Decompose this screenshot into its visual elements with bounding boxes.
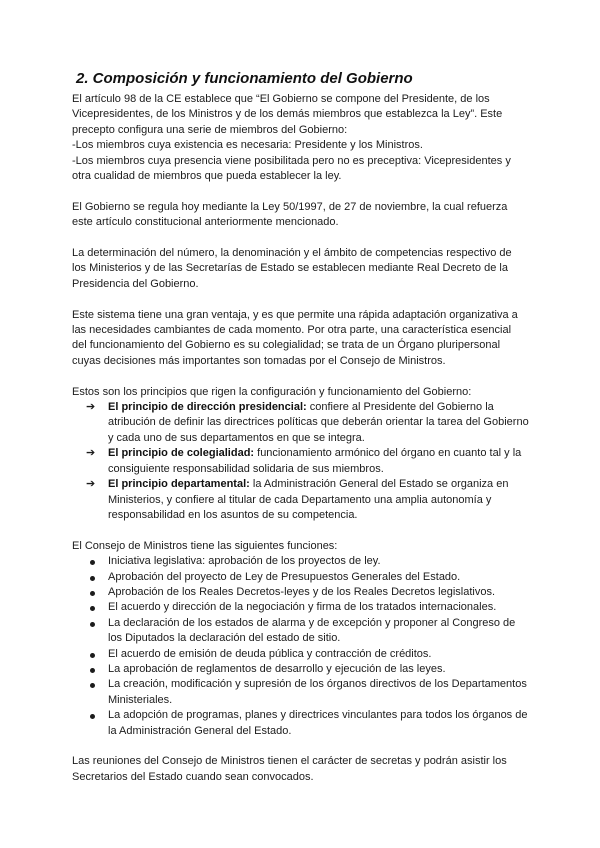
paragraph-real-decreto: [72, 246, 530, 292]
paragraph-reuniones: [72, 754, 530, 785]
principle-title: El principio de dirección presidencial:: [108, 401, 307, 414]
principle-text: funcionamiento armónico del órgano en cuanto tal y la consiguiente responsabilidad solidaria de sus miembros.: [108, 447, 522, 475]
text-line: Este sistema tiene una gran ventaja, y es que permite una rápida adaptación organizativa a: [72, 308, 518, 321]
function-item: El acuerdo de emisión de deuda pública y contracción de créditos.: [86, 647, 530, 662]
functions-list: [72, 554, 530, 739]
bullet-icon: [90, 668, 95, 673]
bullet-icon: [90, 714, 95, 719]
text-line: -Los miembros cuya presencia viene posibilitada pero no es preceptiva: Vicepresidentes y: [72, 154, 511, 167]
text-line: Las reuniones del Consejo de Ministros tienen el carácter de secretas y podrán asistir los: [72, 755, 507, 768]
function-item: La declaración de los estados de alarma y de excepción y proponer al Congreso de los Diputados la declaración del estado de sitio.: [86, 616, 530, 647]
functions-intro: El Consejo de Ministros tiene las siguientes funciones:: [72, 539, 338, 552]
principle-item: [86, 400, 530, 446]
text-line: cuyas decisiones más importantes son tomadas por el Consejo de Ministros.: [72, 354, 446, 367]
function-item: Aprobación de los Reales Decretos-leyes y de los Reales Decretos legislativos.: [86, 585, 530, 600]
principle-text: confiere al Presidente del Gobierno la atribución de definir las directrices políticas que deberán orientar la tarea del Gobierno y cada uno de sus departamentos en que se integra.: [108, 401, 529, 444]
function-item: Aprobación del proyecto de Ley de Presupuestos Generales del Estado.: [86, 570, 530, 585]
text-line: Presidencia del Gobierno.: [72, 277, 199, 290]
document-page: [72, 70, 530, 801]
principle-item: [86, 477, 530, 523]
text-line: La determinación del número, la denominación y el ámbito de competencias respectivo de: [72, 247, 512, 260]
function-item: Iniciativa legislativa: aprobación de los proyectos de ley.: [86, 554, 530, 569]
arrow-right-icon: ➔: [86, 478, 96, 491]
text-line: -Los miembros cuya existencia es necesaria: Presidente y los Ministros.: [72, 139, 423, 152]
section-heading: 2. Composición y funcionamiento del Gobierno: [76, 70, 413, 87]
arrow-right-icon: ➔: [86, 447, 96, 460]
bullet-icon: [90, 683, 95, 688]
function-item: El acuerdo y dirección de la negociación y firma de los tratados internacionales.: [86, 600, 530, 615]
paragraph-colegialidad: [72, 308, 530, 370]
principles-list: [72, 400, 530, 523]
bullet-icon: [90, 622, 95, 627]
bullet-icon: [90, 653, 95, 658]
bullet-icon: [90, 591, 95, 596]
text-line: este artículo constitucional anteriormente mencionado.: [72, 216, 339, 229]
text-line: El artículo 98 de la CE establece que “El Gobierno se compone del Presidente, de los: [72, 93, 490, 105]
text-line: El Gobierno se regula hoy mediante la Ley 50/1997, de 27 de noviembre, la cual refuerza: [72, 200, 508, 213]
principle-item: [86, 446, 530, 477]
text-line: las necesidades cambiantes de cada momento. Por otra parte, una característica esencial: [72, 324, 512, 337]
text-line: los Ministerios y de las Secretarías de Estado se establecen mediante Real Decreto de la: [72, 262, 508, 275]
text-line: otra cualidad de miembros que pueda establecer la ley.: [72, 170, 342, 183]
text-line: Vicepresidentes, de los Ministros y de los demás miembros que establezca la Ley”. Este: [72, 108, 503, 121]
text-line: precepto configura una serie de miembros del Gobierno:: [72, 123, 348, 136]
bullet-icon: [90, 606, 95, 611]
paragraph-article-98: [72, 92, 530, 184]
principle-text: la Administración General del Estado se organiza en Ministerios, y confiere al titular de cada Departamento una amplia autonomía y responsabilidad en los asuntos de su competencia.: [108, 478, 509, 521]
paragraph-ley-50-1997: [72, 200, 530, 231]
arrow-right-icon: ➔: [86, 401, 96, 414]
principles-intro: Estos son los principios que rigen la configuración y funcionamiento del Gobierno:: [72, 385, 472, 398]
function-item: La aprobación de reglamentos de desarrollo y ejecución de las leyes.: [86, 662, 530, 677]
principle-title: El principio de colegialidad:: [108, 447, 255, 460]
bullet-icon: [90, 576, 95, 581]
function-item: La adopción de programas, planes y directrices vinculantes para todos los órganos de la Administración General del Estado.: [86, 708, 530, 739]
principle-title: El principio departamental:: [108, 478, 250, 491]
function-item: La creación, modificación y supresión de los órganos directivos de los Departamentos Ministeriales.: [86, 677, 530, 708]
bullet-icon: [90, 560, 95, 565]
text-line: del funcionamiento del Gobierno es su colegialidad; se trata de un Órgano pluripersonal: [72, 339, 501, 352]
text-line: Secretarios del Estado cuando sean convocados.: [72, 770, 314, 783]
